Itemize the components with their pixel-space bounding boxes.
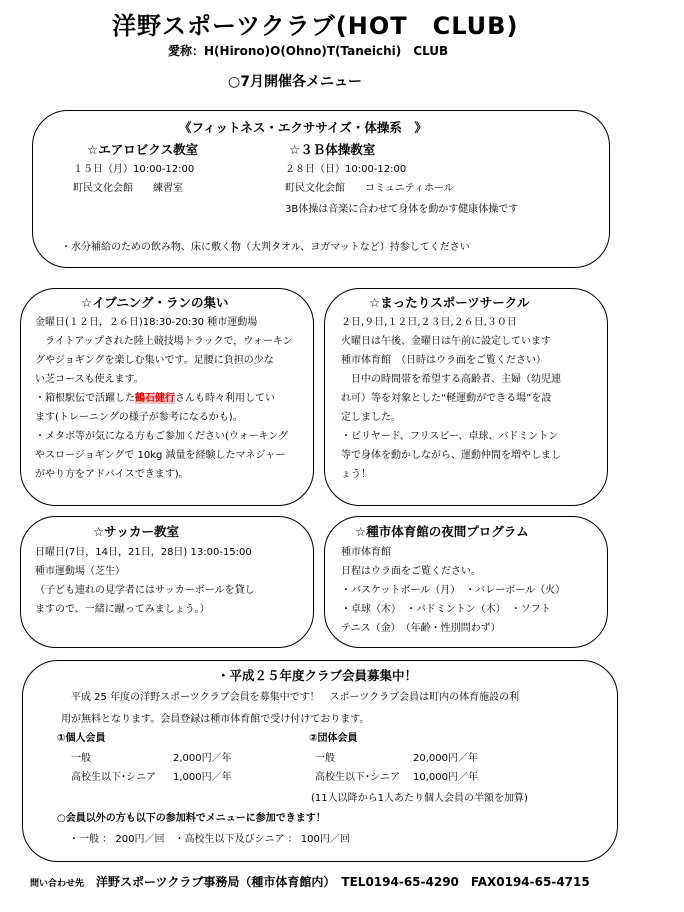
aerobics-date: １５日（月）10:00-12:00 (73, 164, 195, 175)
individual-general-label: 一般 (71, 753, 91, 764)
evening-run-title: ☆イブニング・ランの集い (81, 295, 229, 310)
evening-run-line: やスロージョギングで 10kg 減量を経験したマネジャー (35, 450, 286, 461)
soccer-line: （子ども連れの見学者にはサッカーボールを貸し (35, 585, 255, 596)
threeb-venue: 町民文化会館 コミュニティホール (285, 183, 454, 194)
membership-section (22, 660, 618, 862)
membership-intro-1: 平成 25 年度の洋野スポーツクラブ会員を募集中です！ スポーツクラブ会員は町内の体育施設の利 (71, 692, 520, 703)
relaxed-line: れ可）等を対象とした“軽運動ができる場”を設 (341, 393, 552, 404)
relaxed-line: ・ビリヤード、フリスビー、卓球、バドミントン (341, 431, 559, 442)
night-line: 日程はウラ面をご覧ください。 (341, 566, 481, 577)
nonmember-notice: ○会員以外の方も以下の参加料でメニューに参加できます！ (57, 813, 326, 824)
night-program-body (341, 543, 565, 638)
night-program-title: ☆種市体育館の夜間プログラム (355, 524, 529, 539)
night-line: ・バスケットボール（月） ・バレーボール（火） (341, 585, 566, 596)
night-program-section (324, 516, 608, 648)
evening-run-body (35, 313, 293, 484)
page-title: 洋野スポーツクラブ(HOT CLUB) (112, 12, 519, 40)
night-line: テニス（金） （年齢・性別問わず） (341, 623, 501, 634)
night-line: ・卓球（木） ・バドミントン（木） ・ソフト (341, 604, 551, 615)
fitness-section (32, 110, 610, 268)
evening-run-line: ライトアップされた陸上競技場トラックで，ウォーキン (35, 336, 293, 347)
relaxed-line: 定しました。 (341, 412, 401, 423)
membership-intro-2: 用が無料となります。会員登録は種市体育館で受け付けております。 (61, 714, 370, 725)
evening-run-line: ます(トレーニングの様子が参考になるかも)。 (35, 412, 243, 423)
soccer-title: ☆サッカー教室 (93, 524, 179, 539)
aerobics-title: ☆エアロビクス教室 (87, 142, 199, 157)
individual-member-label: ①個人会員 (57, 733, 106, 744)
evening-run-line (35, 389, 293, 408)
relaxed-line: 種市体育館 （日時はウラ面をご覧ください） (341, 355, 546, 366)
soccer-line: ますので、一緒に蹴ってみましょう。） (35, 604, 210, 615)
threeb-date: ２８日（日）10:00-12:00 (285, 164, 407, 175)
contact-label: 問い合わせ先 (30, 879, 85, 889)
participation-fees: ・一般 ： 200円／回 ・高校生以下及びシニア ： 100円／回 (69, 834, 350, 845)
evening-run-line-pre: ・箱根駅伝で活躍した (35, 393, 135, 404)
evening-run-section (20, 288, 314, 506)
evening-run-line: ・メタボ等が気になる方もご参加ください(ウォーキング (35, 431, 289, 442)
soccer-section (20, 516, 314, 648)
aerobics-venue: 町民文化会館 練習室 (73, 183, 183, 194)
contact-footer (30, 873, 590, 890)
fitness-heading: 《フィットネス・エクササイズ・体操系 》 (179, 120, 427, 135)
individual-general-fee: 2,000円／年 (173, 753, 232, 764)
evening-run-line: グやジョギングを楽しむ集いです。足腰に負担の少な (35, 355, 274, 366)
group-general-fee: 20,000円／年 (413, 753, 478, 764)
relaxed-line: ２日,９日,１２日,２３日,２６日,３０日 (341, 317, 517, 328)
fitness-note: ・水分補給のための飲み物、床に敷く物（大判タオル、ヨガマットなど）持参してください (61, 242, 470, 253)
group-general-label: 一般 (315, 753, 335, 764)
relaxed-sports-title: ☆まったりスポーツサークル (369, 295, 530, 310)
individual-student-fee: 1,000円／年 (173, 772, 232, 783)
night-line: 種市体育館 (341, 547, 391, 558)
evening-run-line: い芝コースも使えます。 (35, 374, 144, 385)
contact-details: 洋野スポーツクラブ事務局（種市体育館内） TEL0194-65-4290 FAX0194-65-4715 (96, 875, 590, 889)
threeb-description: 3B体操は音楽に合わせて身体を動かす健康体操です (285, 204, 519, 215)
group-student-fee: 10,000円／年 (413, 772, 478, 783)
menu-heading: ○7月開催各メニュー (228, 74, 362, 90)
group-member-label: ②団体会員 (309, 733, 358, 744)
relaxed-line: ょう！ (341, 469, 371, 480)
soccer-line: 種市運動場（芝生） (35, 566, 125, 577)
evening-run-line: 金曜日(１２日，２６日)18:30-20:30 種市運動場 (35, 317, 258, 328)
individual-student-label: 高校生以下･シニア (71, 772, 156, 783)
group-member-note: (11人以降から1人あたり個人会員の半額を加算) (311, 793, 528, 804)
relaxed-line: 火曜日は午後、金曜日は午前に設定しています (341, 336, 551, 347)
evening-run-line-post: さんも時々利用してい (175, 393, 275, 404)
highlighted-name: 鶴石健行 (135, 393, 175, 404)
soccer-line: 日曜日(7日，14日，21日，28日) 13:00-15:00 (35, 547, 252, 558)
soccer-body (35, 543, 255, 619)
relaxed-line: 日中の時間帯を希望する高齢者、主婦（幼児連 (341, 374, 561, 385)
relaxed-sports-body (341, 313, 561, 484)
evening-run-line: がやり方をアドバイスできます)。 (35, 469, 189, 480)
relaxed-line: 等で身体を動かしながら、運動仲間を増やしまし (341, 450, 561, 461)
group-student-label: 高校生以下･シニア (315, 772, 400, 783)
membership-title: ・平成２５年度クラブ会員募集中！ (217, 668, 418, 683)
club-nickname: 愛称：H(Hirono)O(Ohno)T(Taneichi) CLUB (168, 44, 449, 58)
threeb-title: ☆３Ｂ体操教室 (289, 142, 376, 157)
relaxed-sports-section (324, 288, 608, 506)
